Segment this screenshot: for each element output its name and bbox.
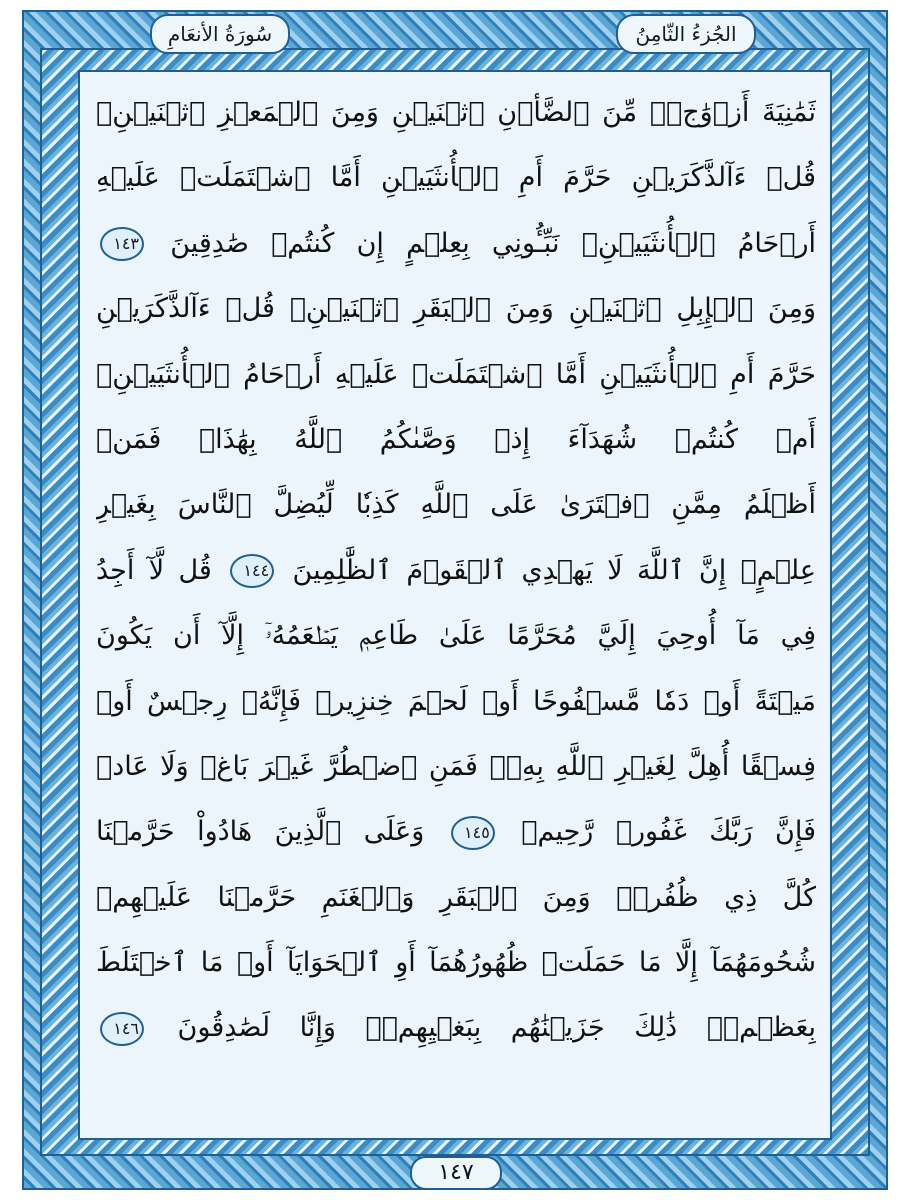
text-line: فِسۡقًا أُهِلَّ لِغَيۡرِ ٱللَّهِ بِهِۦۚ فَمَنِ ٱضۡطُرَّ غَيۡرَ بَاغٖ وَلَا عَادٖ xyxy=(96,750,816,782)
text-line: كُلَّ ذِي ظُفُرٖۖ وَمِنَ ٱلۡبَقَرِ وَٱلۡغَنَمِ حَرَّمۡنَا عَلَيۡهِمۡ xyxy=(96,881,816,913)
ayah-marker-146: ١٤٦ xyxy=(100,1012,144,1046)
text-line: قُلۡ ءَآلذَّكَرَيۡنِ حَرَّمَ أَمِ ٱلۡأُنثَيَيۡنِ أَمَّا ٱشۡتَمَلَتۡ عَلَيۡهِ xyxy=(96,162,816,194)
text-line: أَرۡحَامُ ٱلۡأُنثَيَيۡنِۖ نَبِّـُٔونِي بِعِلۡمٍ إِن كُنتُمۡ صَٰدِقِينَ ١٤٣ xyxy=(96,211,816,276)
surah-title: سُورَةُ الأنعَامِ xyxy=(150,14,290,54)
ayah-marker-143: ١٤٣ xyxy=(100,227,144,261)
text-line: فِي مَآ أُوحِيَ إِلَيَّ مُحَرَّمًا عَلَىٰ طَاعِمٖ يَطۡعَمُهُۥٓ إِلَّآ أَن يَكُونَ xyxy=(96,620,816,652)
text-line: أَمۡ كُنتُمۡ شُهَدَآءَ إِذۡ وَصَّىٰكُمُ ٱللَّهُ بِهَٰذَاۚ فَمَنۡ xyxy=(96,423,816,455)
text-line: بِعَظۡمٖۚ ذَٰلِكَ جَزَيۡنَٰهُم بِبَغۡيِهِمۡۖ وَإِنَّا لَصَٰدِقُونَ ١٤٦ xyxy=(96,995,816,1060)
text-line: وَمِنَ ٱلۡإِبِلِ ٱثۡنَيۡنِ وَمِنَ ٱلۡبَقَرِ ٱثۡنَيۡنِۗ قُلۡ ءَآلذَّكَرَيۡنِ xyxy=(96,293,816,325)
text-line: أَظۡلَمُ مِمَّنِ ٱفۡتَرَىٰ عَلَى ٱللَّهِ كَذِبٗا لِّيُضِلَّ ٱلنَّاسَ بِغَيۡرِ xyxy=(96,489,816,521)
ayah-marker-145: ١٤٥ xyxy=(451,816,495,850)
text-line: مَيۡتَةً أَوۡ دَمٗا مَّسۡفُوحًا أَوۡ لَحۡمَ خِنزِيرٖ فَإِنَّهُۥ رِجۡسٌ أَوۡ xyxy=(96,685,816,717)
quran-text xyxy=(96,80,816,1061)
ayah-marker-144: ١٤٤ xyxy=(230,554,274,588)
text-line: فَإِنَّ رَبَّكَ غَفُورٞ رَّحِيمٞ ١٤٥ وَعَلَى ٱلَّذِينَ هَادُواْ حَرَّمۡنَا xyxy=(96,799,816,864)
text-line: حَرَّمَ أَمِ ٱلۡأُنثَيَيۡنِ أَمَّا ٱشۡتَمَلَتۡ عَلَيۡهِ أَرۡحَامُ ٱلۡأُنثَيَيۡنِۖ xyxy=(96,358,816,390)
text-line: عِلۡمٍۚ إِنَّ ٱللَّهَ لَا يَهۡدِي ٱلۡقَوۡمَ ٱلظَّٰلِمِينَ ١٤٤ قُل لَّآ أَجِدُ xyxy=(96,538,816,603)
text-line: شُحُومَهُمَآ إِلَّا مَا حَمَلَتۡ ظُهُورُهُمَآ أَوِ ٱلۡحَوَايَآ أَوۡ مَا ٱخۡتَلَطَ xyxy=(96,947,816,979)
text-line: ثَمَٰنِيَةَ أَزۡوَٰجٖۖ مِّنَ ٱلضَّأۡنِ ٱثۡنَيۡنِ وَمِنَ ٱلۡمَعۡزِ ٱثۡنَيۡنِۗ xyxy=(96,97,816,128)
juz-title: الجُزءُ الثّامِنُ xyxy=(616,14,756,54)
page-number: ١٤٧ xyxy=(410,1156,502,1190)
